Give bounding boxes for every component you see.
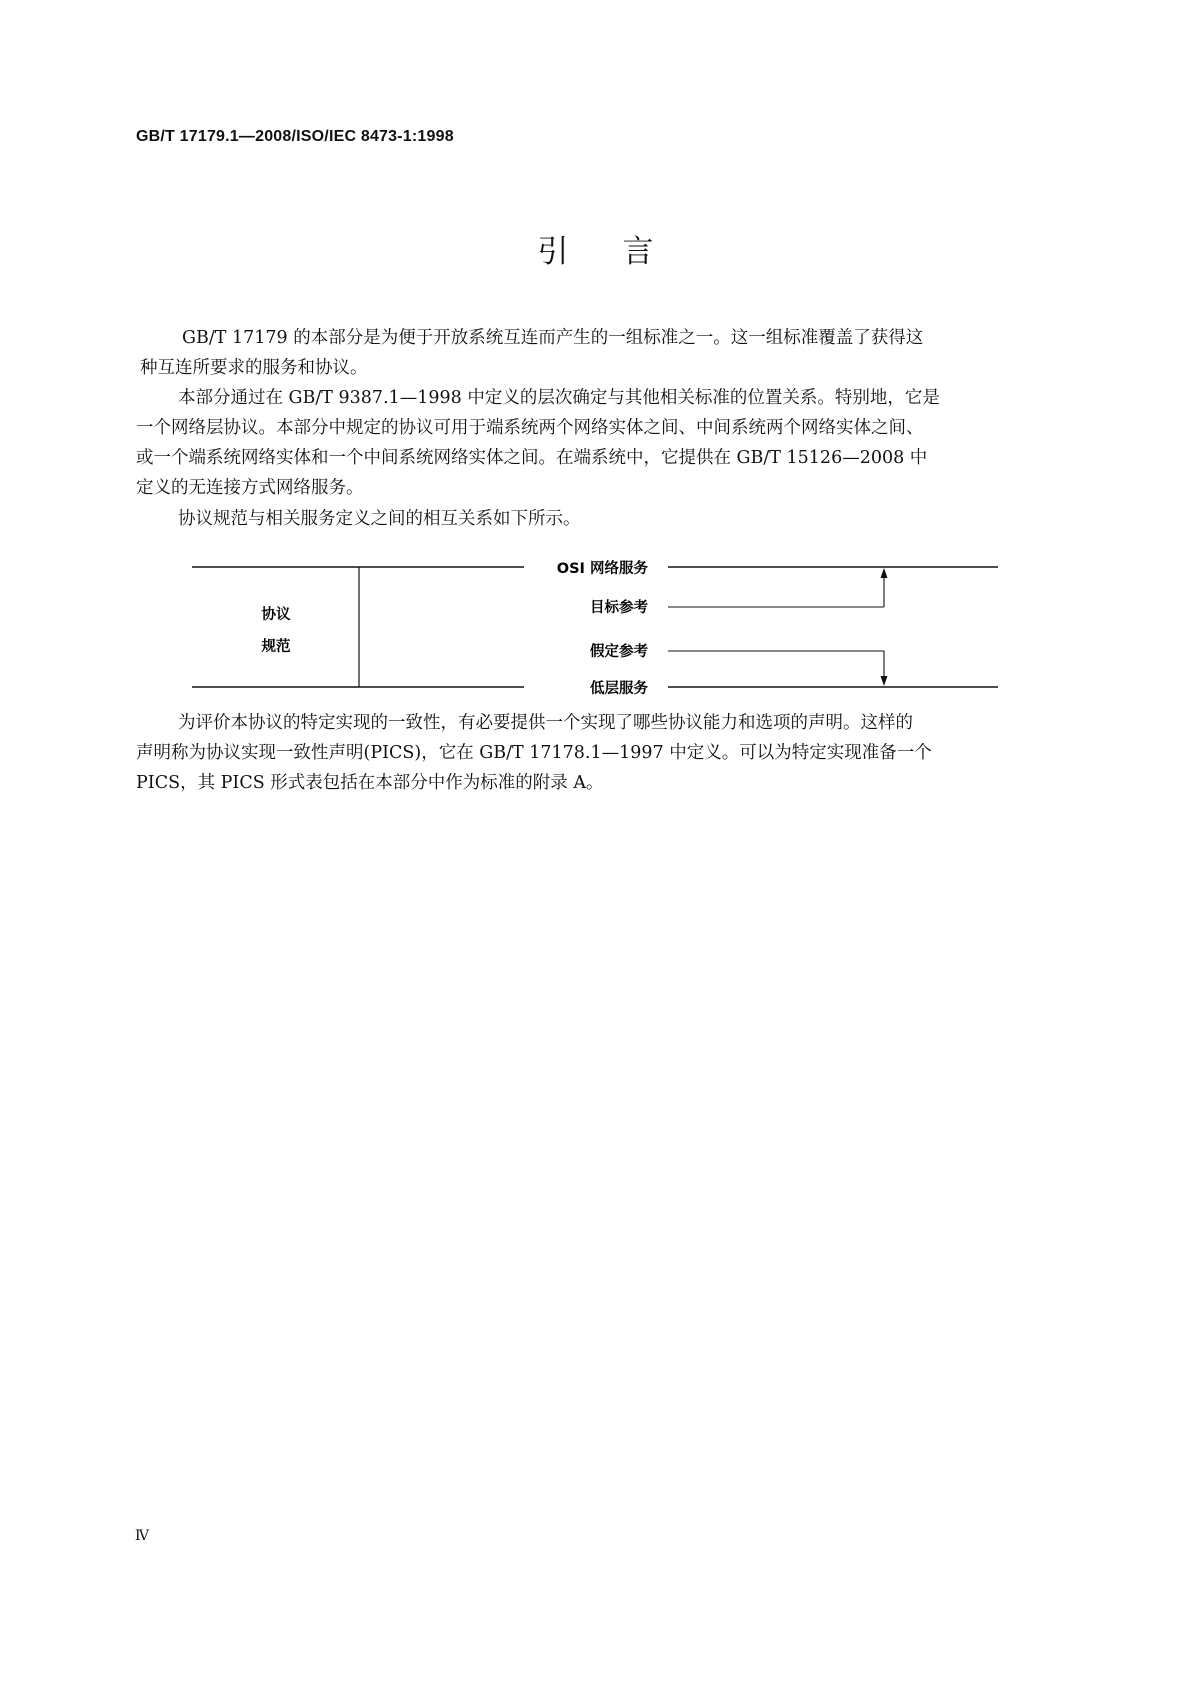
paragraph-line: 种互连所要求的服务和协议。	[140, 358, 368, 378]
paragraph-line: 或一个端系统网络实体和一个中间系统网络实体之间。在端系统中，它提供在 GB/T 15126—2008 中	[136, 448, 928, 468]
osi-service-label: OSI 网络服务	[556, 561, 648, 577]
page-title: 引言	[537, 234, 708, 270]
paragraph-line: 本部分通过在 GB/T 9387.1—1998 中定义的层次确定与其他相关标准的位置关系。特别地，它是	[178, 388, 940, 408]
paragraph-line: 协议规范与相关服务定义之间的相互关系如下所示。	[178, 509, 581, 529]
protocol-service-diagram	[0, 0, 1191, 720]
paragraph-4	[136, 708, 1060, 798]
spec-label: 规范	[261, 639, 291, 655]
page-number: Ⅳ	[135, 1528, 149, 1544]
target-ref-label: 目标参考	[590, 600, 648, 616]
assumed-ref-label: 假定参考	[590, 644, 648, 660]
arrow-down-icon	[881, 676, 888, 686]
arrow-up-icon	[881, 568, 888, 578]
paragraph-line: GB/T 17179 的本部分是为便于开放系统互连而产生的一组标准之一。这一组标准覆盖了获得这	[182, 328, 924, 348]
protocol-label: 协议	[261, 607, 291, 623]
paragraph-line: 声明称为协议实现一致性声明(PICS)，它在 GB/T 17178.1—1997 中定义。可以为特定实现准备一个	[136, 743, 932, 763]
standard-code: GB/T 17179.1—2008/ISO/IEC 8473-1:1998	[136, 128, 454, 145]
paragraph-line: 为评价本协议的特定实现的一致性，有必要提供一个实现了哪些协议能力和选项的声明。这样的	[178, 713, 913, 733]
lower-service-label: 低层服务	[590, 681, 648, 697]
paragraph-line: 一个网络层协议。本部分中规定的协议可用于端系统两个网络实体之间、中间系统两个网络实体之间、	[136, 418, 924, 438]
paragraph-line: 定义的无连接方式网络服务。	[136, 478, 364, 498]
paragraph-line: PICS，其 PICS 形式表包括在本部分中作为标准的附录 A。	[136, 773, 604, 793]
